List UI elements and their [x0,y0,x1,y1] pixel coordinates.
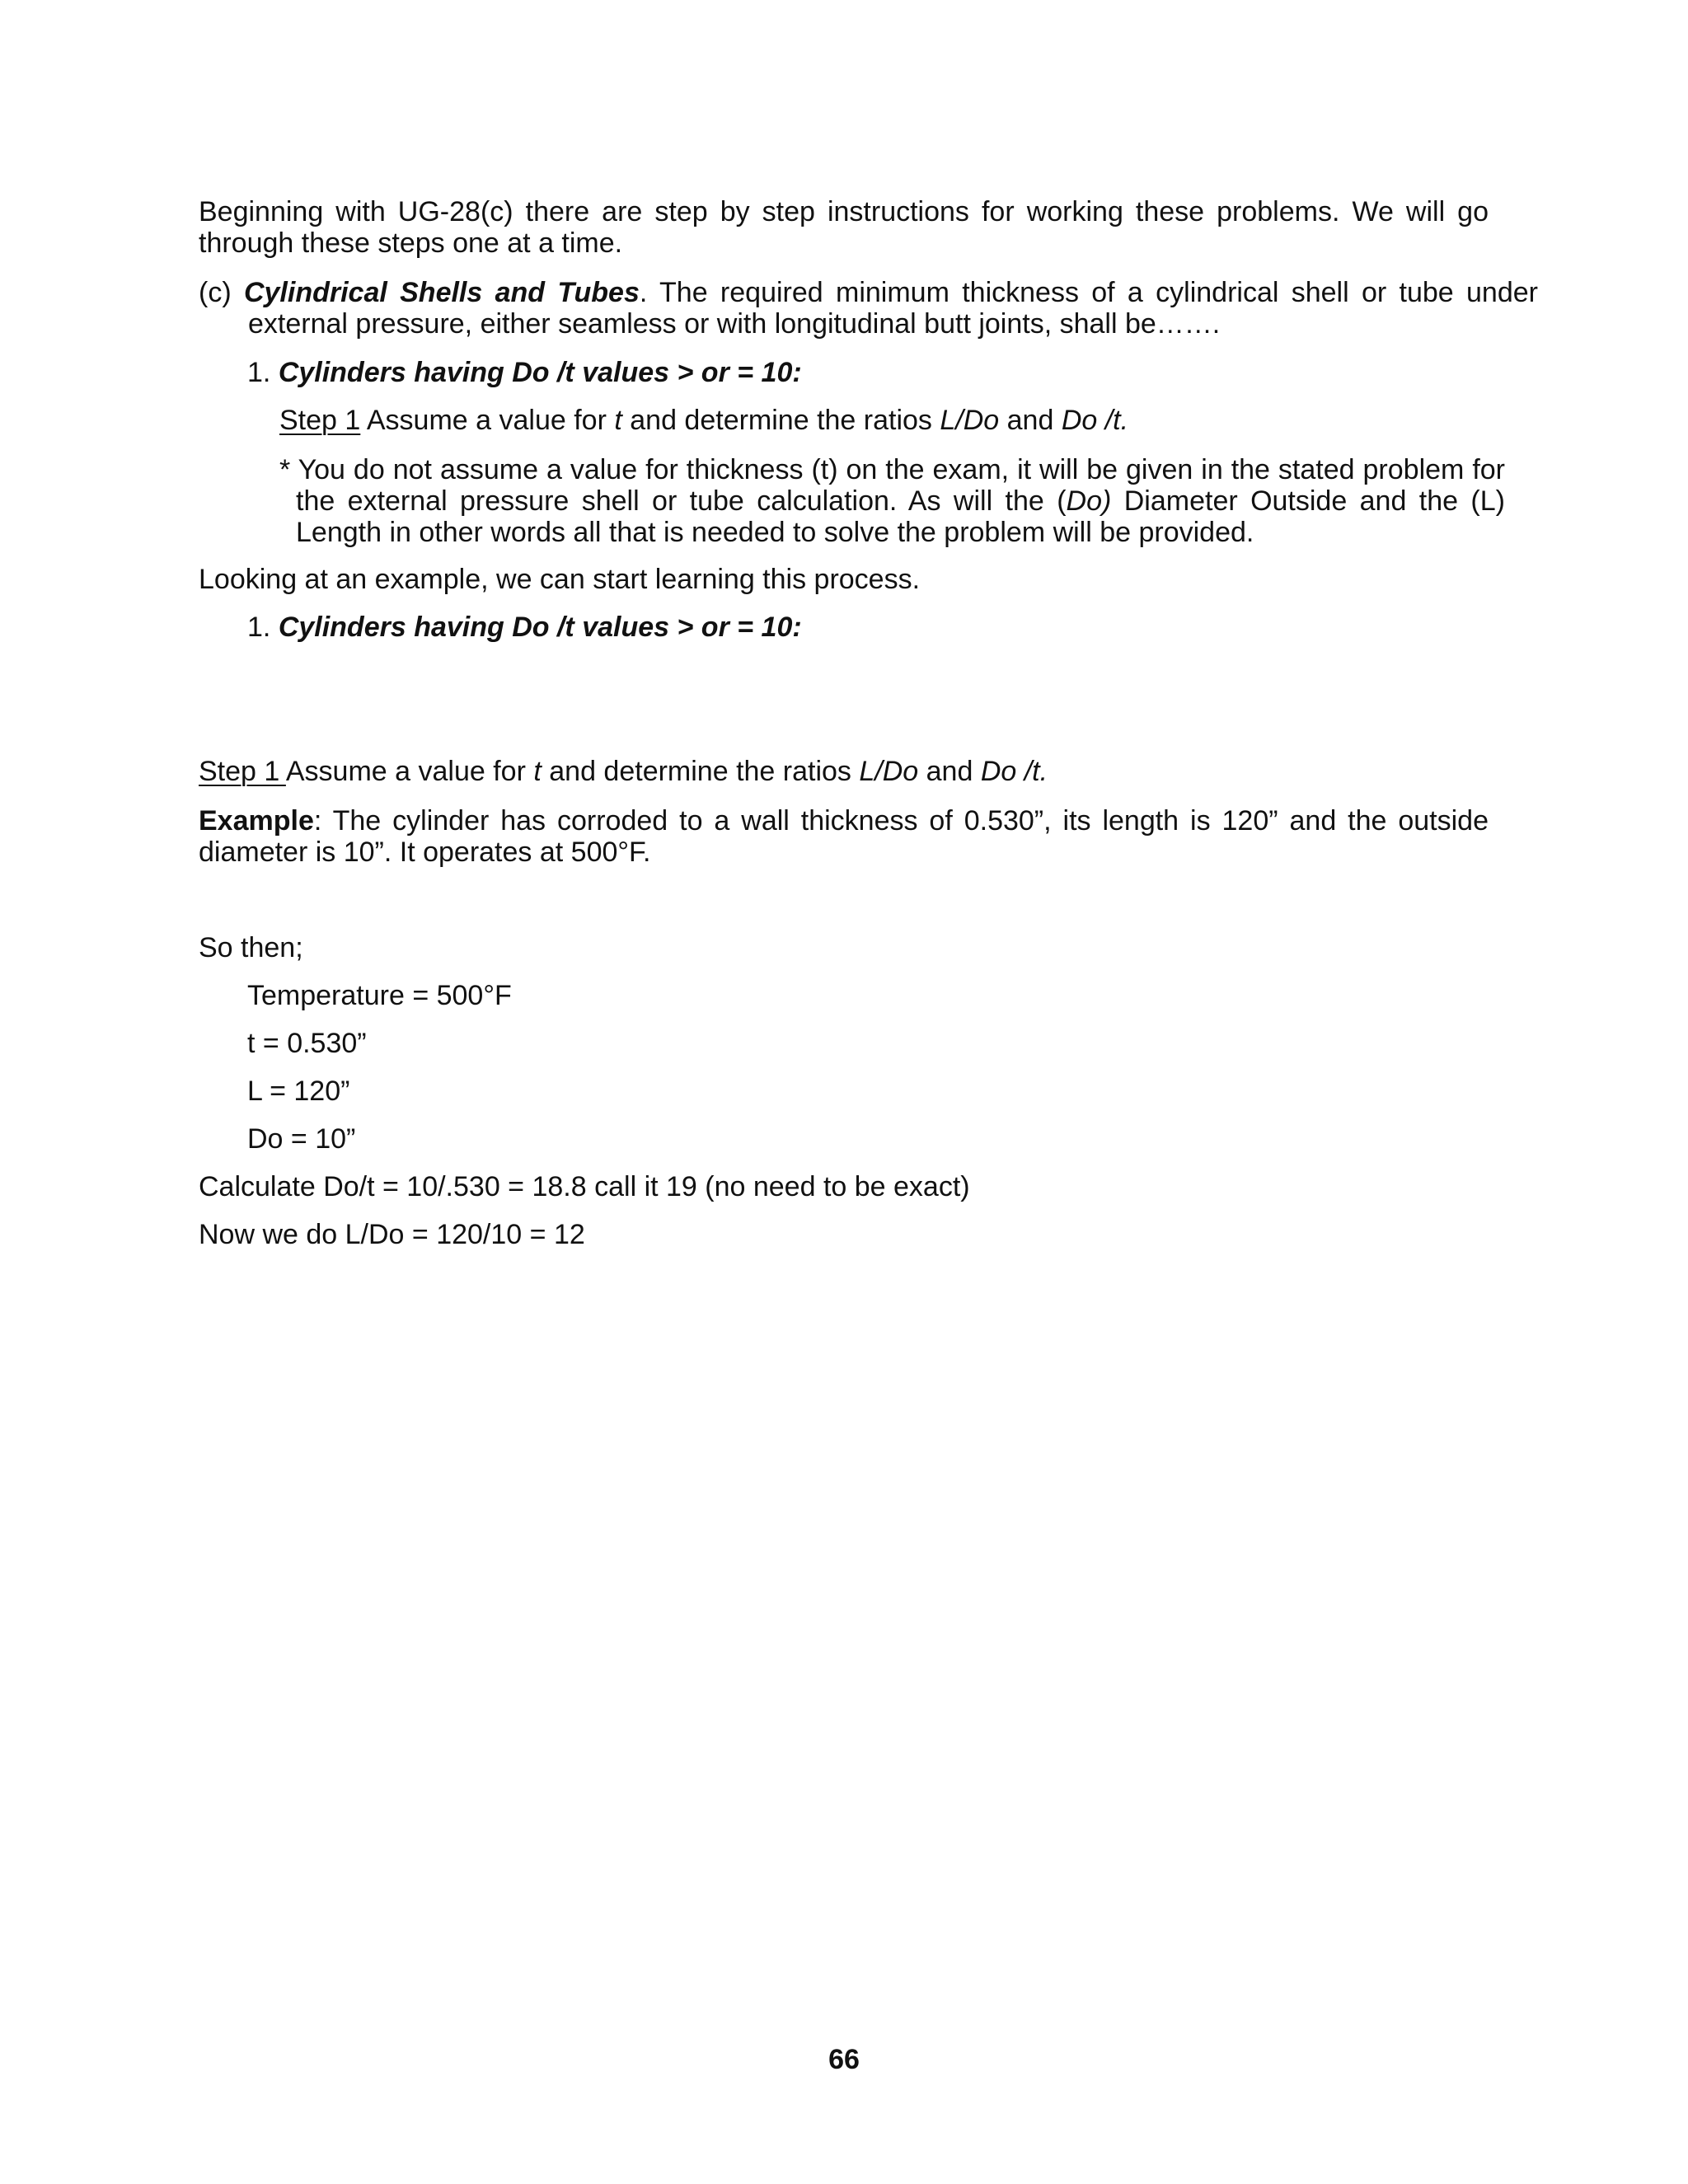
item-1-repeat-title: Cylinders having Do /t values > or = 10: [278,612,802,643]
step-1-ratio-do-t: Do /t. [1061,405,1129,436]
item-1-number: 1. [247,357,279,388]
item-1-title: Cylinders having Do /t values > or = 10: [278,357,802,388]
example-label: Example [199,805,314,837]
step-1-repeat-t-var: t [533,756,542,787]
note-do: Do) [1066,485,1112,517]
calculation-do-t [199,1171,1489,1202]
note-text-1: * You do not assume a value for thickness (t) on the exam, it will be given in the stated problem for the external pressure shell or tube calculation. As will the ( [279,454,1505,517]
example-text: : The cylinder has corroded to a wall thickness of 0.530”, its length is 120” and the outside diameter is 10”. It operates at 500°F. [199,805,1489,868]
section-c-title-dot: . [639,277,648,308]
value-temperature [247,980,1489,1011]
item-1-heading-repeat [247,612,1489,643]
step-1-ratio-l-do: L/Do [940,405,1000,436]
section-c-prefix: (c) [199,277,244,308]
item-1-repeat-number: 1. [247,612,279,643]
section-c-text: The required minimum thickness of a cylindrical shell or tube under external pressure, either seamless or with longitudinal butt joints, shall be……. [248,277,1538,340]
step-1-instruction [279,405,1489,436]
step-1-repeat-text-3: and [918,756,981,787]
value-length [247,1076,1489,1107]
step-1-instruction-repeat [199,756,1489,787]
step-1-repeat-text-2: and determine the ratios [541,756,860,787]
example-paragraph [199,805,1489,868]
value-diameter-text: Do = 10” [247,1123,356,1155]
page-number: 66 [828,2044,860,2075]
value-diameter [247,1123,1489,1155]
so-then-text: So then; [199,932,303,963]
step-1-repeat-label: Step 1 [199,756,286,787]
calculation-do-t-text: Calculate Do/t = 10/.530 = 18.8 call it 19 (no need to be exact) [199,1171,970,1202]
calculation-l-do-text: Now we do L/Do = 120/10 = 12 [199,1219,585,1250]
intro-paragraph [199,196,1489,259]
looking-paragraph [199,564,1489,595]
step-1-repeat-ratio-do-t: Do /t. [980,756,1048,787]
step-1-repeat-ratio-l-do: L/Do [859,756,919,787]
step-1-repeat-text-1: Assume a value for [285,756,534,787]
section-c-title: Cylindrical Shells and Tubes [243,277,640,308]
section-c-paragraph [199,277,1538,340]
item-1-heading [247,357,1489,388]
note-text-2: Diameter Outside and the (L) Length in other words all that is needed to solve the problem will be provided. [296,485,1505,548]
exam-note [279,454,1505,548]
value-temperature-text: Temperature = 500°F [247,980,512,1011]
value-length-text: L = 120” [247,1076,350,1107]
step-1-label: Step 1 [279,405,361,436]
looking-text: Looking at an example, we can start learning this process. [199,564,921,595]
so-then-line [199,932,1489,963]
step-1-text-3: and [999,405,1062,436]
value-thickness [247,1028,1489,1059]
step-1-text-2: and determine the ratios [621,405,940,436]
step-1-text-1: Assume a value for [360,405,615,436]
step-1-t-var: t [614,405,622,436]
value-thickness-text: t = 0.530” [247,1028,367,1059]
intro-text: Beginning with UG-28(c) there are step by step instructions for working these problems. We will go through these steps one at a time. [199,196,1489,259]
calculation-l-do [199,1219,1489,1250]
